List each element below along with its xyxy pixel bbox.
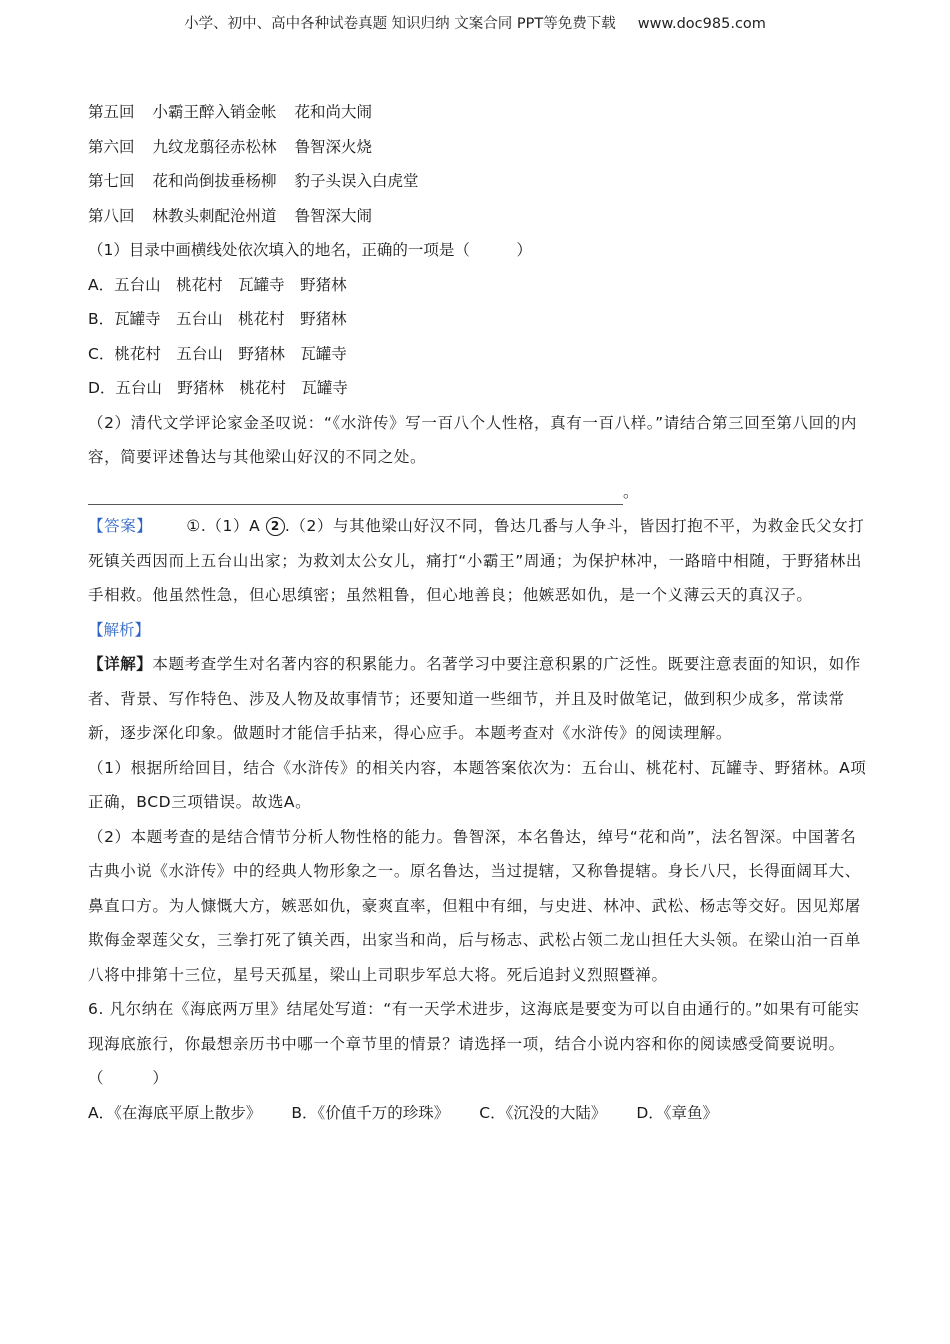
question-1-option-d: D．五台山 野猪林 桃花村 瓦罐寺 [88,379,348,397]
answer-blank[interactable] [88,480,623,505]
question-6-options [88,1096,868,1131]
analysis-tag: 【解析】 [88,620,151,639]
question-1-option-a: A．五台山 桃花村 瓦罐寺 野猪林 [88,275,347,294]
answer-tag: 【答案】 [88,517,153,535]
question-1-option-c: C．桃花村 五台山 野猪林 瓦罐寺 [88,344,347,363]
document-content [88,95,868,1130]
question-6-option-b: B．《价值千万的珍珠》 [291,1103,450,1122]
question-2-stem: （2）清代文学评论家金圣叹说：“《水浒传》写一百八个人性格，真有一百八样。”请结合第三回至第八回的内容，简要评述鲁达与其他梁山好汉的不同之处。 [88,413,857,466]
chapter-line [88,164,868,199]
chapter-title-first: 花和尚倒拔垂杨柳 [152,172,277,190]
detail-text: 本题考查学生对名著内容的积累能力。名著学习中要注意积累的广泛性。既要注意表面的知识，如作者、背景、写作特色、涉及人物及故事情节；还要知道一些细节，并且及时做笔记，做到积少成多，常读常新，逐步深化印象。做题时才能信手拈来，得心应手。本题考查对《水浒传》的阅读理解。 [88,655,861,742]
chapter-title-second: 豹子头误入白虎堂 [294,172,419,190]
question-6-option-c: C．《沉没的大陆》 [479,1103,607,1122]
answer-part-2: .（2）与其他梁山好汉不同，鲁达几番与人争斗，皆因打抱不平，为救金氏父女打死镇关西因而上五台山出家；为救刘太公女儿，痛打“小霸王”周通；为保护林冲，一路暗中相随，于野猪林出手相救。他虽然性急，但心思缜密；虽然粗鲁，但心地善良；他嫉恶如仇，是一个义薄云天的真汉子。 [88,517,865,604]
chapter-title-second: 鲁智深大闹 [294,206,373,225]
header-text: 小学、初中、高中各种试卷真题 知识归纳 文案合同 PPT等免费下载 [184,16,616,32]
chapter-number: 第七回 [88,172,135,190]
chapter-title-second: 鲁智深火烧 [294,137,373,156]
question-6-option-a: A．《在海底平原上散步》 [88,1103,262,1122]
chapter-number: 第六回 [88,137,135,156]
answer-blank-line [88,475,868,510]
blank-end-mark: 。 [623,482,639,501]
chapter-list [88,95,868,233]
circled-number-2: 2 [266,517,285,536]
question-6-stem: 6. 凡尔纳在《海底两万里》结尾处写道：“有一天学术进步，这海底是要变为可以自由通行的。”如果有可能实现海底旅行，你最想亲历书中哪一个章节里的情景？请选择一项，结合小说内容和你的阅读感受简要说明。（ ） [88,1000,860,1087]
header-site-link[interactable]: www.doc985.com [637,16,766,32]
chapter-line [88,95,868,130]
analysis-part-1: （1）根据所给回目，结合《水浒传》的相关内容，本题答案依次为：五台山、桃花村、瓦罐寺、野猪林。A项正确，BCD三项错误。故选A。 [88,758,867,811]
chapter-title-second: 花和尚大闹 [294,103,373,121]
question-1-stem: （1）目录中画横线处依次填入的地名，正确的一项是（ ） [88,241,532,259]
chapter-number: 第八回 [88,206,135,225]
chapter-number: 第五回 [88,103,135,121]
question-6-option-d: D．《章鱼》 [636,1103,719,1122]
chapter-title-first: 小霸王醉入销金帐 [152,103,277,121]
answer-block [88,509,868,613]
chapter-title-first: 九纹龙翦径赤松林 [152,137,277,156]
analysis-part-2: （2）本题考查的是结合情节分析人物性格的能力。鲁智深，本名鲁达，绰号“花和尚”，法名智深。中国著名古典小说《水浒传》中的经典人物形象之一。原名鲁达，当过提辖，又称鲁提辖。身长八尺，长得面阔耳大、鼻直口方。为人慷慨大方，嫉恶如仇，豪爽直率，但粗中有细，与史进、林冲、武松、杨志等交好。因见郑屠欺侮金翠莲父女，三拳打死了镇关西，出家当和尚，后与杨志、武松占领二龙山担任大头领。在梁山泊一百单八将中排第十三位，星号天孤星，梁山上司职步军总大将。死后追封义烈照暨禅。 [88,827,861,984]
question-1-option-b: B．瓦罐寺 五台山 桃花村 野猪林 [88,310,347,328]
detail-tag: 【详解】 [88,655,153,673]
analysis-detail [88,647,868,751]
chapter-line [88,199,868,234]
answer-part-1: ①.（1）A [186,517,261,535]
chapter-line [88,130,868,165]
page-header [0,12,950,33]
chapter-title-first: 林教头刺配沧州道 [152,206,277,225]
